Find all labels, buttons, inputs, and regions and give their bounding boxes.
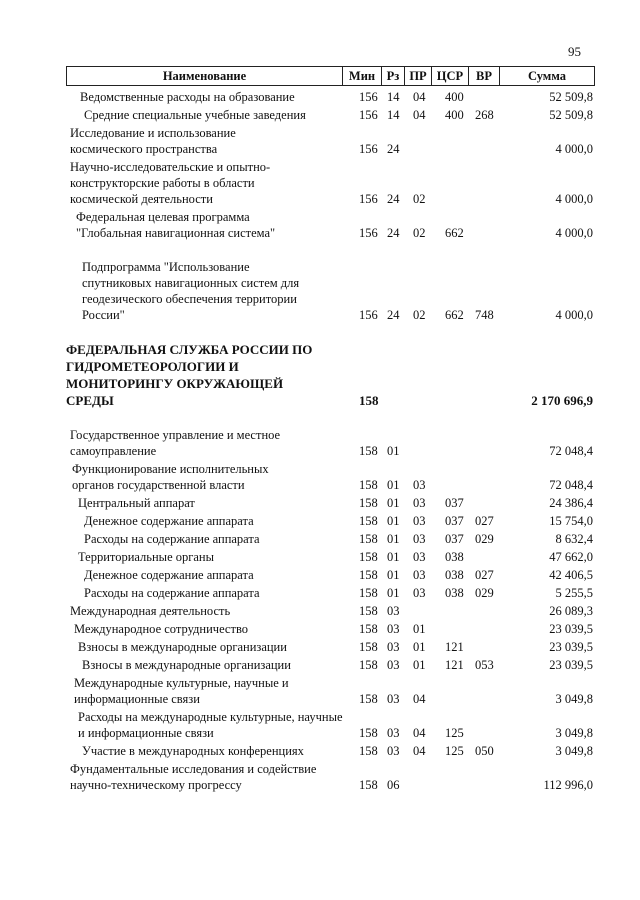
row-vr (475, 158, 505, 208)
row-min: 158 (359, 622, 378, 636)
row-min: 158 (359, 550, 378, 564)
row-name-text: Исследование и использование космического пространства (70, 126, 236, 156)
row-name-text: Фундаментальные исследования и содействие научно-техническому прогрессу (70, 762, 317, 792)
row-name-text: Федеральная целевая программа "Глобальная навигационная система" (76, 210, 276, 240)
row-csr (439, 460, 475, 494)
row-sum: 23 039,5 (549, 658, 593, 672)
row-csr: 038 (445, 586, 464, 600)
row-rz: 06 (387, 778, 400, 792)
row-sum: 2 170 696,9 (531, 393, 593, 408)
table-row (66, 760, 593, 794)
header-rz: Рз (382, 67, 405, 85)
row-sum: 4 000,0 (555, 226, 593, 240)
row-rz: 14 (387, 90, 400, 104)
row-min: 158 (359, 532, 378, 546)
table-row (66, 494, 593, 512)
row-pr: 04 (413, 90, 426, 104)
row-csr (439, 340, 475, 410)
row-vr (475, 88, 505, 106)
row-spacer (66, 242, 593, 258)
row-min: 158 (359, 393, 379, 408)
row-name (66, 258, 349, 324)
row-rz: 01 (387, 532, 400, 546)
row-rz: 03 (387, 726, 400, 740)
row-vr (475, 602, 505, 620)
row-vr (475, 760, 505, 794)
row-rz: 24 (387, 308, 400, 322)
header-name: Наименование (67, 67, 343, 85)
row-sum: 24 386,4 (549, 496, 593, 510)
row-vr: 053 (475, 658, 494, 672)
row-pr: 03 (413, 478, 426, 492)
row-pr (409, 340, 439, 410)
row-vr: 748 (475, 308, 494, 322)
row-csr: 400 (445, 90, 464, 104)
row-csr: 121 (445, 658, 464, 672)
row-pr: 02 (413, 192, 426, 206)
row-sum: 23 039,5 (549, 640, 593, 654)
row-name (66, 158, 349, 208)
row-csr: 662 (445, 308, 464, 322)
row-sum: 3 049,8 (555, 726, 593, 740)
row-pr: 02 (413, 226, 426, 240)
row-name-text: Функционирование исполнительных органов государственной власти (72, 462, 269, 492)
table-row (66, 638, 593, 656)
row-sum: 4 000,0 (555, 308, 593, 322)
row-name-text: Международные культурные, научные и информационные связи (74, 676, 289, 706)
row-name (66, 708, 349, 742)
row-csr (439, 760, 475, 794)
table-row (66, 340, 593, 410)
row-pr: 01 (413, 622, 426, 636)
table-row (66, 460, 593, 494)
row-vr (475, 674, 505, 708)
row-name: Международная деятельность (70, 604, 231, 618)
row-spacer (66, 324, 593, 340)
row-name (66, 426, 349, 460)
row-vr (475, 708, 505, 742)
row-name: Ведомственные расходы на образование (80, 90, 295, 104)
table-row (66, 106, 593, 124)
row-rz: 01 (387, 496, 400, 510)
row-vr: 050 (475, 744, 494, 758)
row-name-text: ФЕДЕРАЛЬНАЯ СЛУЖБА РОССИИ ПО ГИДРОМЕТЕОРОЛОГИИ И МОНИТОРИНГУ ОКРУЖАЮЩЕЙ СРЕДЫ (66, 342, 313, 408)
budget-table (66, 88, 593, 794)
row-pr (409, 124, 439, 158)
row-rz: 24 (387, 142, 400, 156)
table-row (66, 258, 593, 324)
row-name: Участие в международных конференциях (82, 744, 304, 758)
row-name (66, 124, 349, 158)
row-name: Денежное содержание аппарата (84, 568, 254, 582)
row-pr: 04 (413, 744, 426, 758)
row-csr: 121 (445, 640, 464, 654)
row-name: Расходы на содержание аппарата (84, 532, 260, 546)
row-min: 158 (359, 778, 378, 792)
row-pr: 03 (413, 532, 426, 546)
row-rz: 03 (387, 622, 400, 636)
table-row (66, 530, 593, 548)
row-csr: 662 (445, 226, 464, 240)
row-vr: 027 (475, 514, 494, 528)
row-pr: 03 (413, 514, 426, 528)
row-min: 156 (359, 226, 378, 240)
row-vr: 029 (475, 532, 494, 546)
row-csr: 037 (445, 532, 464, 546)
table-row (66, 708, 593, 742)
table-row (66, 602, 593, 620)
row-pr: 04 (413, 108, 426, 122)
row-sum: 72 048,4 (549, 444, 593, 458)
table-row (66, 512, 593, 530)
row-sum: 52 509,8 (549, 90, 593, 104)
row-min: 158 (359, 478, 378, 492)
row-vr (475, 460, 505, 494)
row-csr: 038 (445, 568, 464, 582)
row-min: 158 (359, 640, 378, 654)
row-name-text: Расходы на международные культурные, научные и информационные связи (78, 710, 343, 740)
table-row (66, 158, 593, 208)
row-name: Центральный аппарат (78, 496, 195, 510)
row-name (66, 208, 349, 242)
header-sum: Сумма (528, 68, 566, 83)
row-csr (439, 124, 475, 158)
row-rz: 24 (387, 226, 400, 240)
header-pr: ПР (405, 67, 432, 85)
row-sum: 112 996,0 (543, 778, 593, 792)
table-row (66, 742, 593, 760)
row-rz: 03 (387, 658, 400, 672)
row-csr: 037 (445, 496, 464, 510)
row-vr (475, 620, 505, 638)
row-rz: 03 (387, 744, 400, 758)
row-name-text: Государственное управление и местное самоуправление (70, 428, 281, 458)
page-number: 95 (568, 44, 581, 59)
table-row (66, 548, 593, 566)
table-row (66, 426, 593, 460)
table-row (66, 124, 593, 158)
row-min: 156 (359, 90, 378, 104)
row-rz: 01 (387, 444, 400, 458)
row-vr (475, 426, 505, 460)
row-pr: 01 (413, 640, 426, 654)
header-csr: ЦСР (432, 67, 469, 85)
row-min: 158 (359, 726, 378, 740)
row-sum: 26 089,3 (549, 604, 593, 618)
row-csr (439, 426, 475, 460)
row-pr (409, 760, 439, 794)
row-rz: 01 (387, 514, 400, 528)
row-name: Территориальные органы (78, 550, 215, 564)
table-row (66, 656, 593, 674)
row-name (66, 460, 349, 494)
row-csr: 125 (445, 726, 464, 740)
row-pr: 03 (413, 496, 426, 510)
row-rz: 01 (387, 478, 400, 492)
row-min: 158 (359, 568, 378, 582)
row-min: 158 (359, 604, 378, 618)
row-name: Международное сотрудничество (74, 622, 249, 636)
row-rz (387, 340, 409, 410)
row-sum: 3 049,8 (555, 744, 593, 758)
row-name (66, 760, 349, 794)
row-rz: 24 (387, 192, 400, 206)
row-sum: 3 049,8 (555, 692, 593, 706)
row-min: 158 (359, 444, 378, 458)
table-header (66, 66, 595, 86)
row-vr (475, 124, 505, 158)
row-min: 158 (359, 692, 378, 706)
row-sum: 72 048,4 (549, 478, 593, 492)
row-vr (475, 340, 505, 410)
row-rz: 01 (387, 586, 400, 600)
row-min: 158 (359, 658, 378, 672)
row-vr (475, 494, 505, 512)
row-pr (409, 426, 439, 460)
row-min: 158 (359, 744, 378, 758)
row-min: 158 (359, 514, 378, 528)
row-name (66, 340, 349, 410)
row-vr (475, 208, 505, 242)
row-pr: 03 (413, 568, 426, 582)
row-name: Средние специальные учебные заведения (84, 108, 306, 122)
row-name: Взносы в международные организации (78, 640, 287, 654)
row-min: 158 (359, 586, 378, 600)
row-csr (439, 602, 475, 620)
row-name (66, 674, 349, 708)
row-sum: 8 632,4 (555, 532, 593, 546)
row-name-text: Подпрограмма "Использование спутниковых навигационных систем для геодезического обеспечения территории России" (82, 260, 300, 322)
table-row (66, 566, 593, 584)
row-pr (409, 602, 439, 620)
row-sum: 52 509,8 (549, 108, 593, 122)
row-sum: 15 754,0 (549, 514, 593, 528)
table-row (66, 584, 593, 602)
table-row (66, 208, 593, 242)
row-pr: 04 (413, 692, 426, 706)
row-min: 156 (359, 142, 378, 156)
row-pr: 01 (413, 658, 426, 672)
row-min: 156 (359, 308, 378, 322)
row-rz: 01 (387, 550, 400, 564)
row-pr: 04 (413, 726, 426, 740)
row-vr: 029 (475, 586, 494, 600)
row-min: 156 (359, 108, 378, 122)
row-sum: 4 000,0 (555, 192, 593, 206)
row-rz: 03 (387, 640, 400, 654)
row-sum: 4 000,0 (555, 142, 593, 156)
row-pr: 03 (413, 550, 426, 564)
table-row (66, 620, 593, 638)
row-sum: 42 406,5 (549, 568, 593, 582)
row-csr: 125 (445, 744, 464, 758)
table-row (66, 88, 593, 106)
row-vr: 027 (475, 568, 494, 582)
row-min: 158 (359, 496, 378, 510)
row-rz: 14 (387, 108, 400, 122)
header-min: Мин (343, 67, 382, 85)
row-csr (439, 674, 475, 708)
row-sum: 23 039,5 (549, 622, 593, 636)
row-csr: 400 (445, 108, 464, 122)
row-pr: 02 (413, 308, 426, 322)
row-pr: 03 (413, 586, 426, 600)
row-rz: 03 (387, 692, 400, 706)
row-name-text: Научно-исследовательские и опытно-конструкторские работы в области космической деятельности (70, 160, 271, 206)
row-csr (439, 620, 475, 638)
row-name: Денежное содержание аппарата (84, 514, 254, 528)
row-vr: 268 (475, 108, 494, 122)
row-vr (475, 638, 505, 656)
row-csr: 037 (445, 514, 464, 528)
row-csr (439, 158, 475, 208)
row-csr: 038 (445, 550, 464, 564)
row-name: Расходы на содержание аппарата (84, 586, 260, 600)
row-spacer (66, 410, 593, 426)
table-row (66, 674, 593, 708)
row-rz: 01 (387, 568, 400, 582)
row-sum: 5 255,5 (555, 586, 593, 600)
row-min: 156 (359, 192, 378, 206)
row-vr (475, 548, 505, 566)
row-rz: 03 (387, 604, 400, 618)
row-sum: 47 662,0 (549, 550, 593, 564)
header-vr: ВР (469, 67, 500, 85)
row-name: Взносы в международные организации (82, 658, 291, 672)
